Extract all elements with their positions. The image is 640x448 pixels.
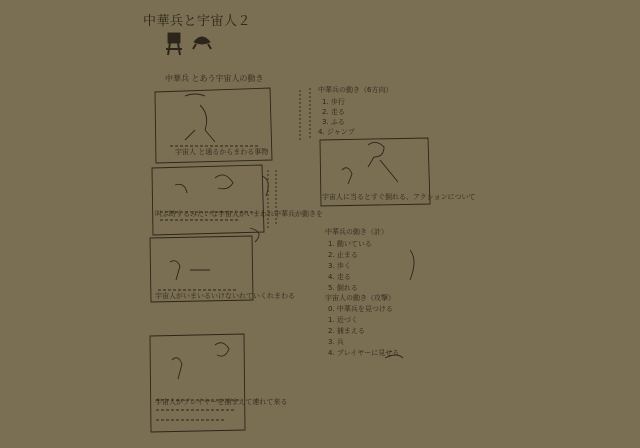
right-list-3-item: 1. 近づく (328, 316, 358, 324)
right-list-1-item: 1. 歩行 (322, 98, 345, 106)
page-title: 中華兵と宇宙人２ (143, 14, 252, 29)
right-list-1-item: 3. ふる (322, 118, 345, 126)
panel3-caption: 宇宙人がいまいるいけないれていくれまわる (155, 292, 295, 300)
right-heading-2: 中華兵の動き（計） (325, 228, 388, 236)
right-list-3-item: 4. プレイヤーに見せる (328, 349, 400, 357)
right-heading-1: 中華兵の動き（6方向） (318, 86, 393, 94)
right-list-1-item: 2. 走る (322, 108, 345, 116)
right-caption-1: 宇宙人に当るとすぐ倒れる、アクションについて (322, 193, 476, 201)
right-list-2-item: 4. 走る (328, 273, 351, 281)
panel1-caption: 宇宙人 と通るからまわる事物 (175, 148, 269, 156)
storyboard-heading: 中華兵 とあう宇宙人の動き (165, 74, 264, 83)
right-list-2-item: 1. 動いている (328, 240, 372, 248)
right-list-3-item: 2. 捕まえる (328, 327, 365, 335)
alien-icon (193, 37, 211, 49)
right-list-3-item: 0. 中華兵を見つける (328, 305, 393, 313)
right-list-1-item: 4. ジャンプ (318, 128, 355, 136)
right-list-2-item: 5. 倒れる (328, 284, 358, 292)
panel2-caption: 叫ぶ時するみたいな宇宙人がいまわれ中華兵が動きを (155, 210, 323, 218)
right-list-3-item: 3. 兵 (328, 338, 344, 346)
right-heading-3: 宇宙人の動き（攻撃） (325, 294, 395, 302)
right-list-2-item: 3. 歩く (328, 262, 351, 270)
panel4-caption: 宇宙人がプレイヤーを捕まえて連れて来る (155, 398, 288, 406)
right-list-2-item: 2. 止まる (328, 251, 358, 259)
soldier-icon (166, 33, 182, 55)
